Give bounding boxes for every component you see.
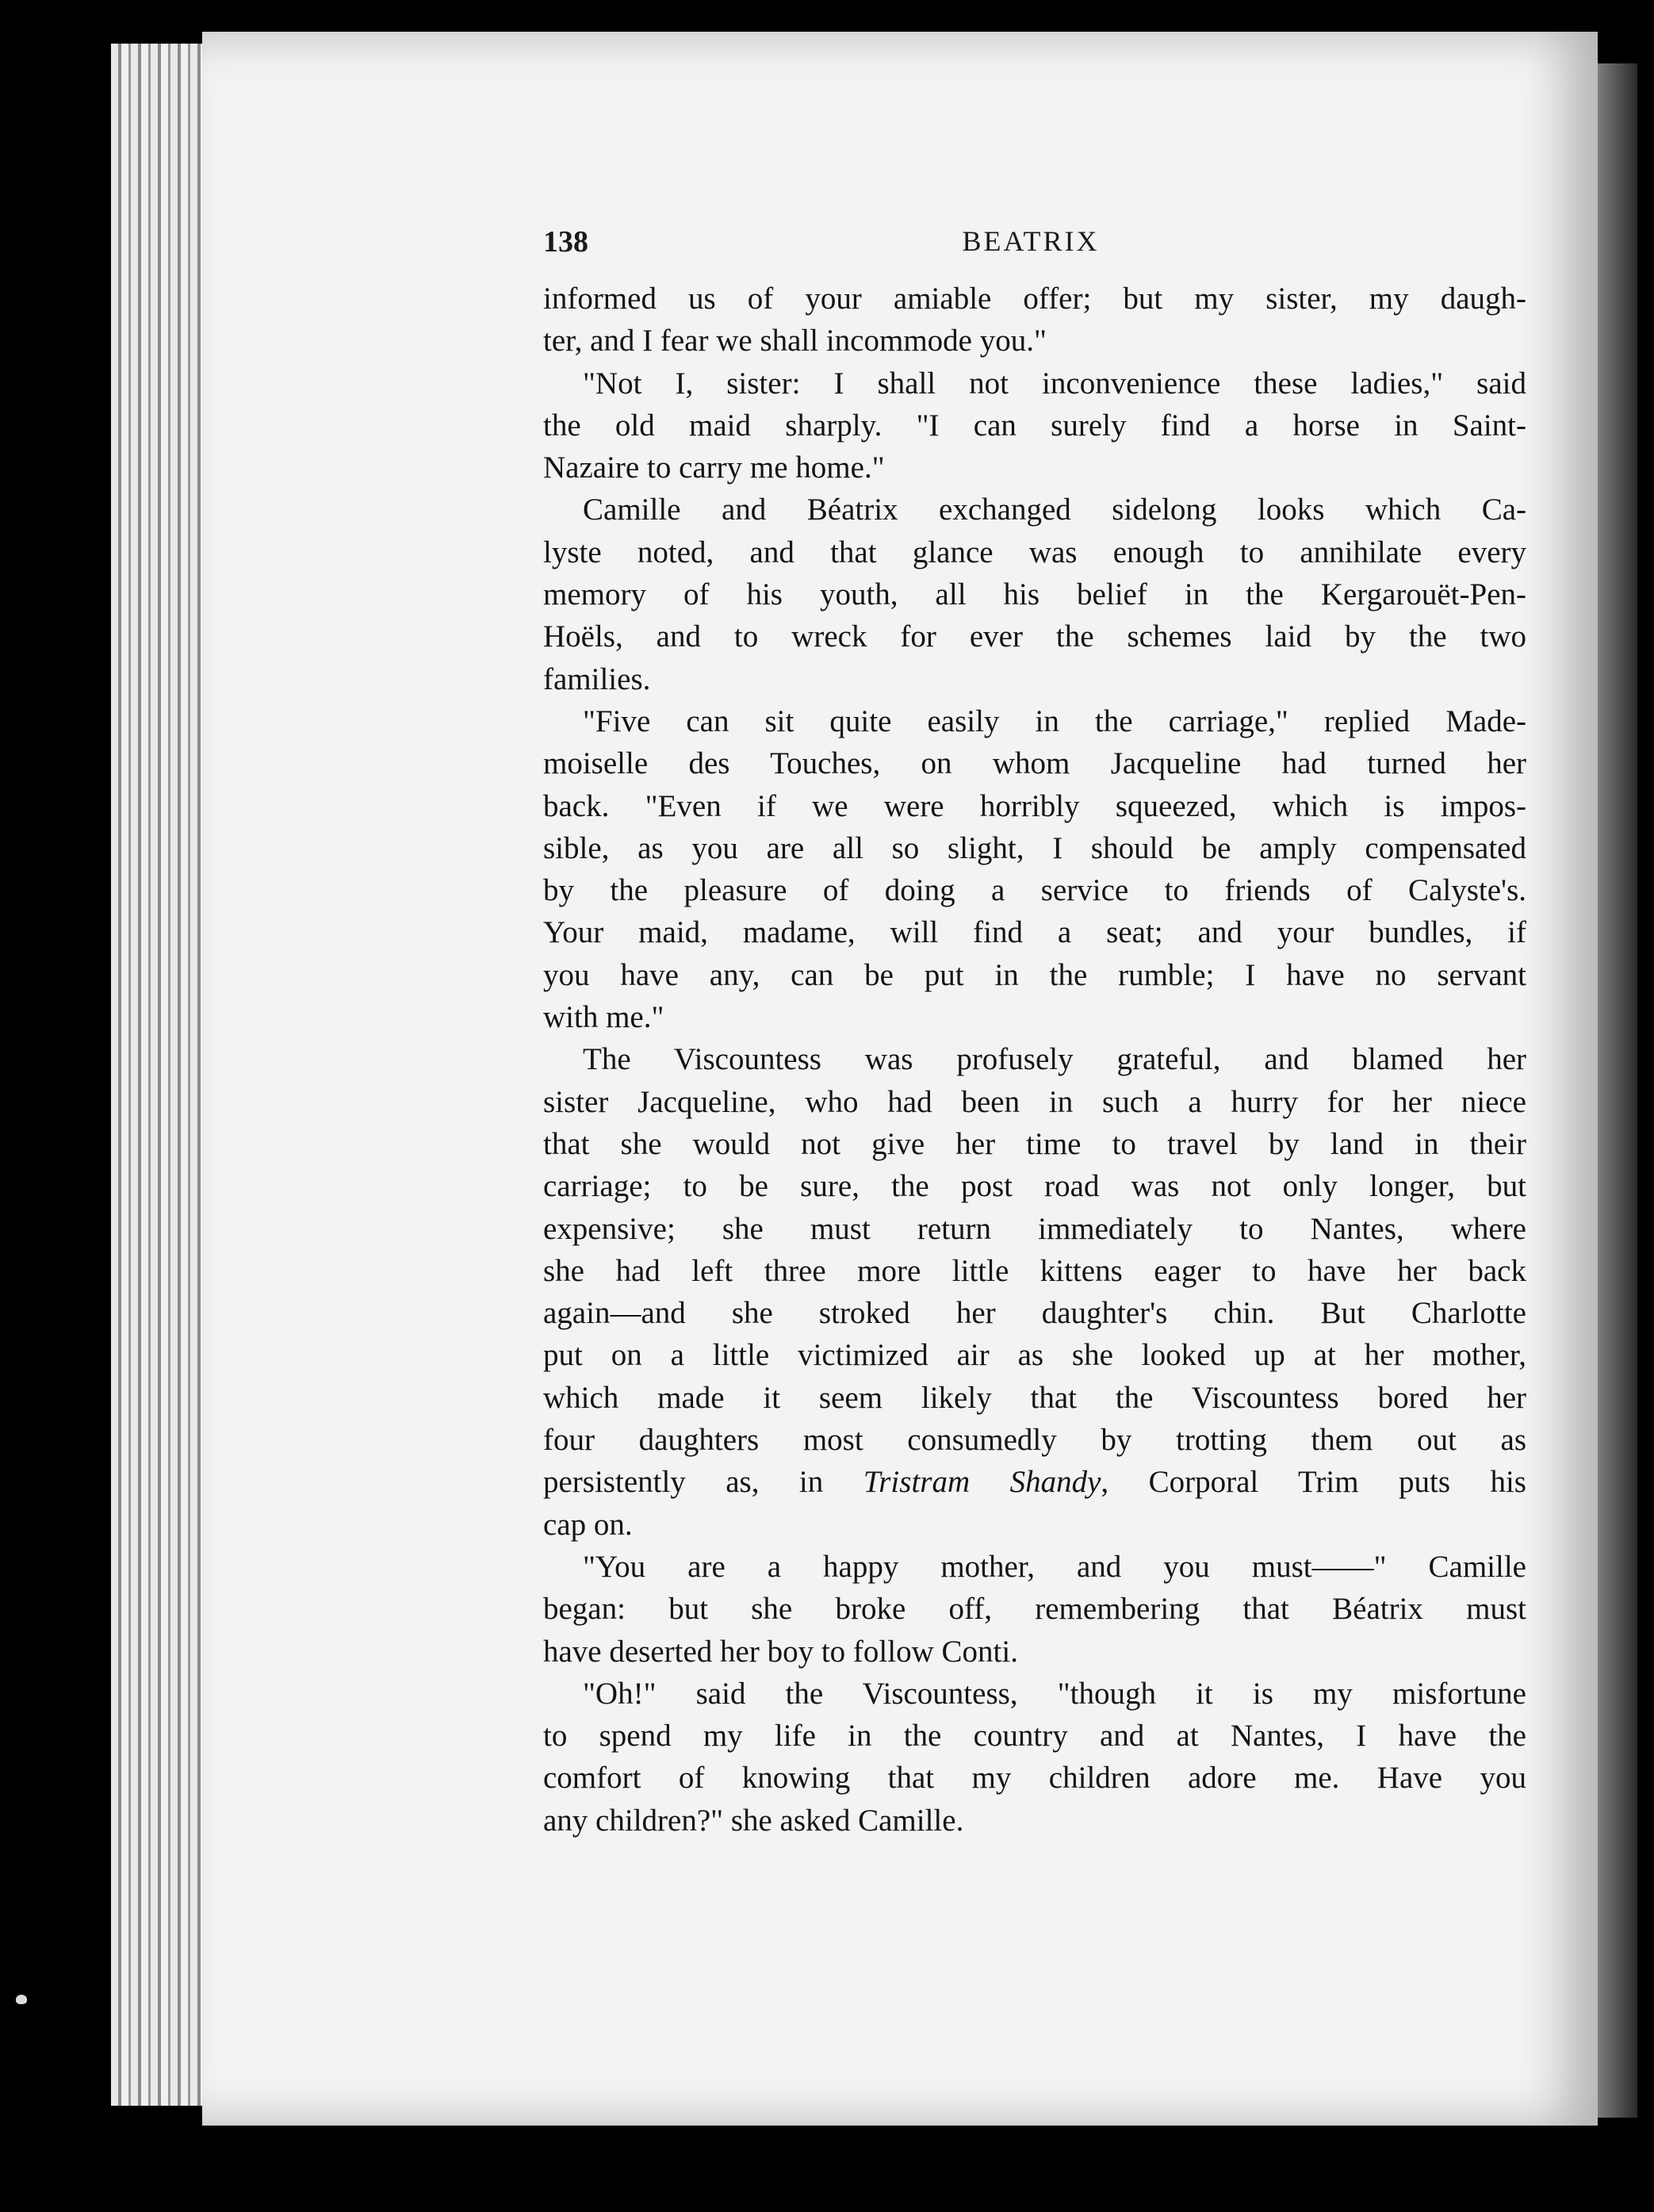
text-line: cap on. <box>543 1507 633 1542</box>
text-line: "Oh!" said the Viscountess, "though it is my misfortune <box>583 1676 1526 1711</box>
text-line <box>543 1461 1526 1503</box>
text-line: sible, as you are all so slight, I should be amply compensated <box>543 830 1526 865</box>
text-line: lyste noted, and that glance was enough to annihilate every <box>543 535 1526 569</box>
text-segment: , Corporal Trim puts his <box>1101 1465 1526 1500</box>
text-segment: persistently as, in <box>543 1465 863 1500</box>
text-line: put on a little victimized air as she looked up at her mother, <box>543 1338 1526 1373</box>
text-line: Nazaire to carry me home." <box>543 450 885 485</box>
text-line: that she would not give her time to travel by land in their <box>543 1126 1526 1161</box>
text-line: any children?" she asked Camille. <box>543 1803 964 1838</box>
text-line: have deserted her boy to follow Conti. <box>543 1634 1018 1669</box>
text-line: Hoëls, and to wreck for ever the schemes laid by the two <box>543 619 1526 654</box>
text-line: The Viscountess was profusely grateful, and blamed her <box>583 1042 1526 1077</box>
text-line: began: but she broke off, remembering that Béatrix must <box>543 1592 1526 1627</box>
text-line: to spend my life in the country and at Nantes, I have the <box>543 1719 1526 1754</box>
text-line: again—and she stroked her daughter's chin. But Charlotte <box>543 1296 1526 1331</box>
text-line: Your maid, madame, will find a seat; and your bundles, if <box>543 915 1526 950</box>
body-text <box>543 278 1526 1842</box>
text-line: memory of his youth, all his belief in the Kergarouët-Pen- <box>543 577 1526 612</box>
italic-title: Tristram Shandy <box>863 1465 1101 1500</box>
text-line: the old maid sharply. "I can surely find a horse in Saint- <box>543 408 1526 443</box>
text-line: which made it seem likely that the Viscountess bored her <box>543 1380 1526 1415</box>
text-line: you have any, can be put in the rumble; I have no servant <box>543 957 1526 992</box>
running-head <box>543 224 1526 272</box>
text-line: ter, and I fear we shall incommode you." <box>543 324 1047 358</box>
text-line: "Not I, sister: I shall not inconvenience these ladies," said <box>583 366 1526 401</box>
text-line: "You are a happy mother, and you must——" Camille <box>583 1549 1526 1584</box>
text-line: Camille and Béatrix exchanged sidelong looks which Ca- <box>583 493 1526 527</box>
text-line: with me." <box>543 1000 664 1035</box>
text-line: families. <box>543 661 651 696</box>
text-line: sister Jacqueline, who had been in such a hurry for her niece <box>543 1084 1526 1119</box>
text-line: moiselle des Touches, on whom Jacqueline had turned her <box>543 746 1526 781</box>
text-line: expensive; she must return immediately to Nantes, where <box>543 1211 1526 1246</box>
text-line: four daughters most consumedly by trotting them out as <box>543 1423 1526 1458</box>
text-line: informed us of your amiable offer; but my sister, my daugh- <box>543 282 1526 316</box>
page-number: 138 <box>543 225 588 259</box>
text-line: carriage; to be sure, the post road was not only longer, but <box>543 1169 1526 1204</box>
text-line: she had left three more little kittens eager to have her back <box>543 1253 1526 1288</box>
running-title: BEATRIX <box>962 225 1100 257</box>
scan-speck <box>16 1995 27 2004</box>
text-line: "Five can sit quite easily in the carriage," replied Made- <box>583 703 1526 738</box>
text-line: by the pleasure of doing a service to friends of Calyste's. <box>543 873 1526 908</box>
text-line: back. "Even if we were horribly squeezed, which is impos- <box>543 788 1526 823</box>
text-line: comfort of knowing that my children adore me. Have you <box>543 1761 1526 1796</box>
